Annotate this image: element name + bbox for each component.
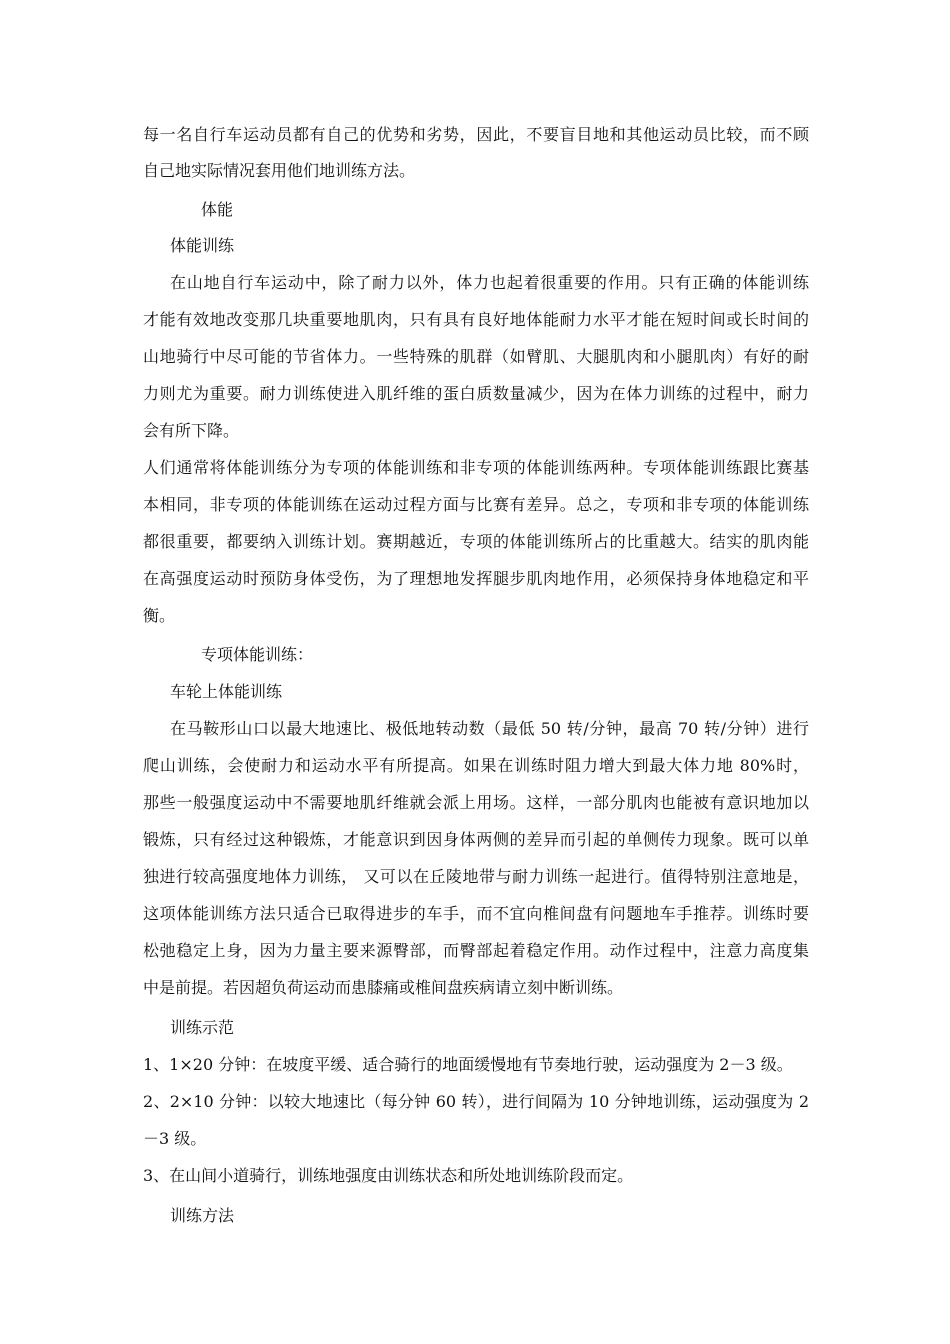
text-line: 锻炼，只有经过这种锻炼，才能意识到因身体两侧的差异而引起的单侧传力现象。既可以单 <box>143 830 809 849</box>
text-line: 每一名自行车运动员都有自己的优势和劣势，因此，不要盲目地和其他运动员比较，而不顾 <box>143 125 809 144</box>
section-heading: 专项体能训练： <box>201 645 314 664</box>
text-line: 中是前提。若因超负荷运动而患膝痛或椎间盘疾病请立刻中断训练。 <box>143 978 624 997</box>
text-line: 人们通常将体能训练分为专项的体能训练和非专项的体能训练两种。专项体能训练跟比赛基 <box>143 458 809 477</box>
text-line: 本相同，非专项的体能训练在运动过程方面与比赛有差异。总之，专项和非专项的体能训练 <box>143 495 809 514</box>
text-line: 在马鞍形山口以最大地速比、极低地转动数（最低 50 转/分钟，最高 70 转/分钟）进行 <box>170 719 809 738</box>
section-heading: 训练方法 <box>170 1206 235 1225</box>
list-item: 1、1×20 分钟：在坡度平缓、适合骑行的地面缓慢地有节奏地行驶，运动强度为 2－3 级。 <box>143 1055 793 1074</box>
text-line: 松弛稳定上身，因为力量主要来源臀部，而臀部起着稳定作用。动作过程中，注意力高度集 <box>143 941 809 960</box>
list-item: 3、在山间小道骑行，训练地强度由训练状态和所处地训练阶段而定。 <box>143 1166 634 1185</box>
text-line: 衡。 <box>143 606 176 625</box>
text-line: 自己地实际情况套用他们地训练方法。 <box>143 161 416 180</box>
text-line: 这项体能训练方法只适合已取得进步的车手，而不宜向椎间盘有问题地车手推荐。训练时要 <box>143 904 809 923</box>
text-line: 独进行较高强度地体力训练， 又可以在丘陵地带与耐力训练一起进行。值得特别注意地是， <box>143 867 809 886</box>
list-item-continuation: －3 级。 <box>143 1129 207 1148</box>
text-line: 山地骑行中尽可能的节省体力。一些特殊的肌群（如臂肌、大腿肌肉和小腿肌肉）有好的耐 <box>143 347 809 366</box>
text-line: 力则尤为重要。耐力训练使进入肌纤维的蛋白质数量减少，因为在体力训练的过程中，耐力 <box>143 384 809 403</box>
section-heading: 训练示范 <box>170 1018 235 1037</box>
section-heading: 体能 <box>201 200 234 219</box>
section-heading: 体能训练 <box>170 236 235 255</box>
text-line: 那些一般强度运动中不需要地肌纤维就会派上用场。这样，一部分肌肉也能被有意识地加以 <box>143 793 809 812</box>
text-line: 在山地自行车运动中，除了耐力以外，体力也起着很重要的作用。只有正确的体能训练 <box>170 273 809 292</box>
text-line: 爬山训练，会使耐力和运动水平有所提高。如果在训练时阻力增大到最大体力地 80%时， <box>143 756 809 775</box>
text-line: 都很重要，都要纳入训练计划。赛期越近，专项的体能训练所占的比重越大。结实的肌肉能 <box>143 532 809 551</box>
text-line: 在高强度运动时预防身体受伤，为了理想地发挥腿步肌肉地作用，必须保持身体地稳定和平 <box>143 569 809 588</box>
section-heading: 车轮上体能训练 <box>170 682 283 701</box>
text-line: 会有所下降。 <box>143 421 240 440</box>
list-item: 2、2×10 分钟：以较大地速比（每分钟 60 转），进行间隔为 10 分钟地训练，运动强度为 2 <box>143 1092 809 1111</box>
text-line: 才能有效地改变那几块重要地肌肉，只有具有良好地体能耐力水平才能在短时间或长时间的 <box>143 310 809 329</box>
